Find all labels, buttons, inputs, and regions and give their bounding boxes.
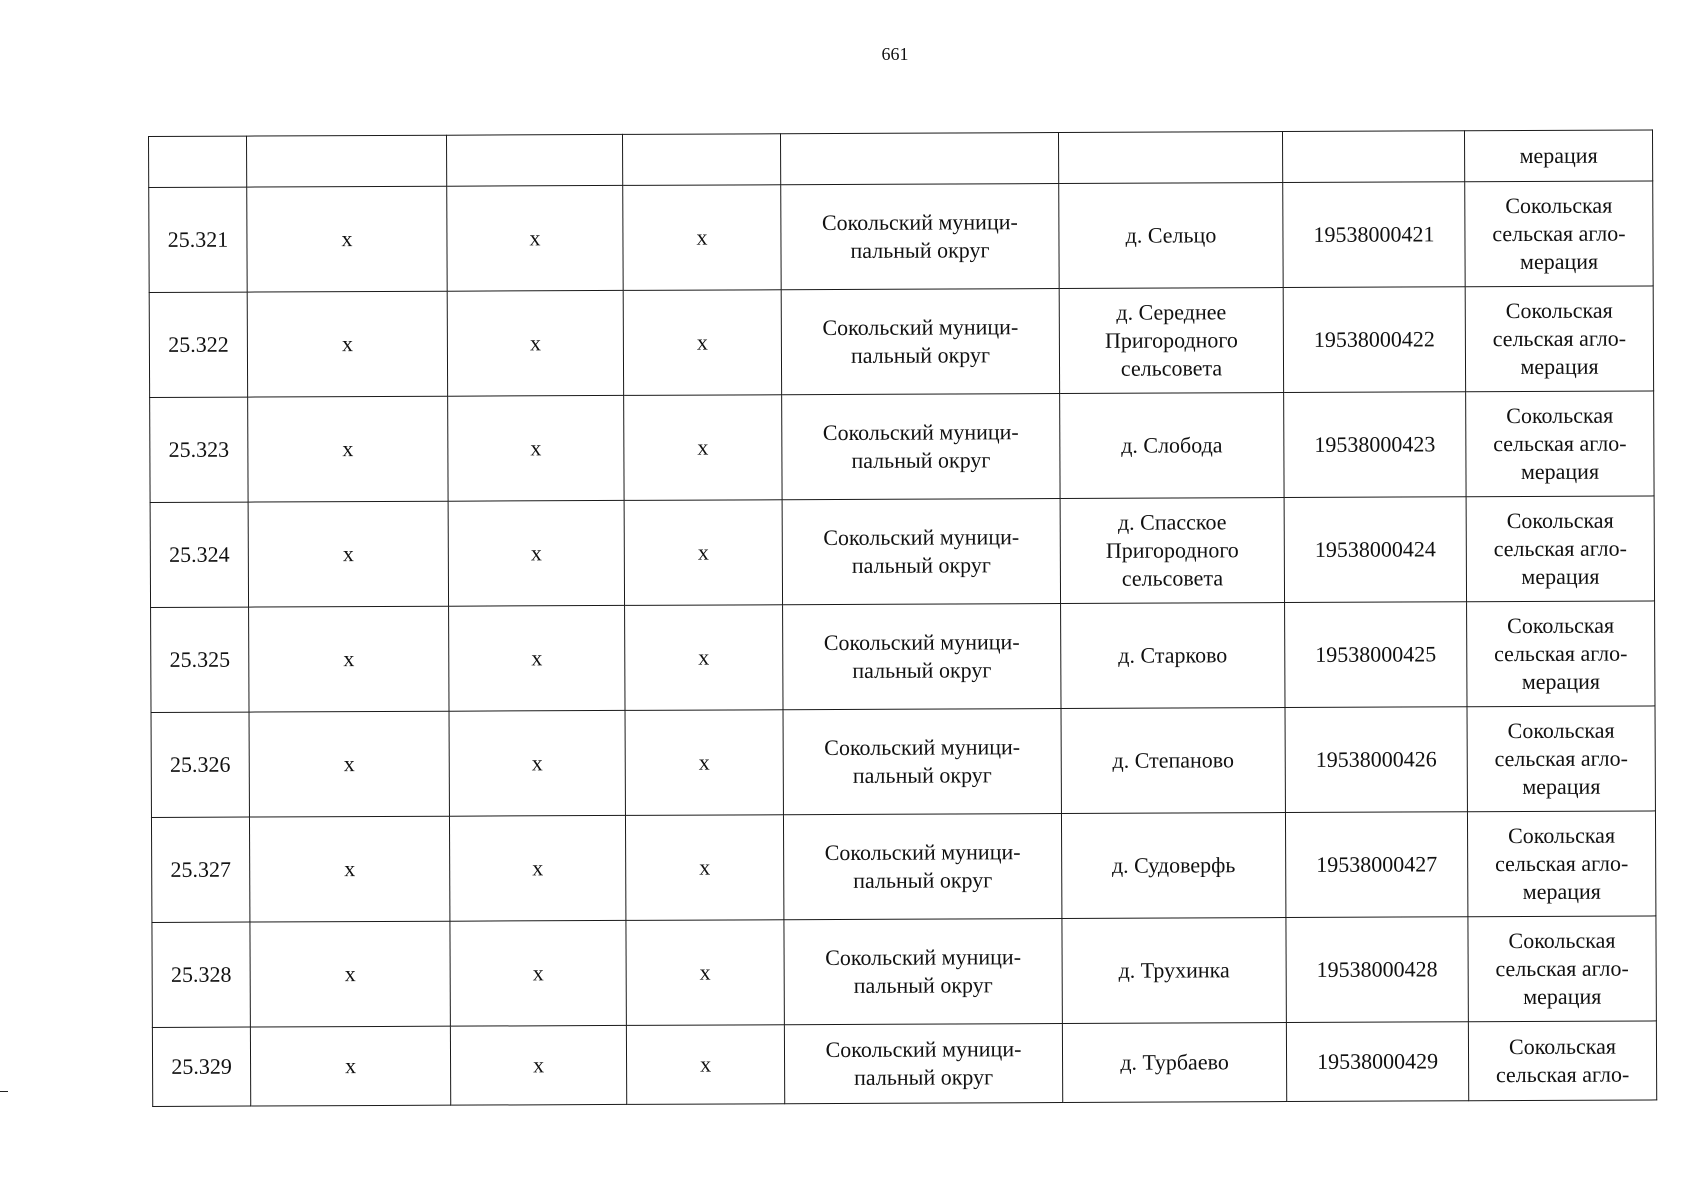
row-number-cell: 25.327 (151, 817, 249, 922)
agglomeration-cell-line: сельская агло- (1492, 220, 1626, 247)
x-mark-cell: х (449, 605, 625, 711)
agglomeration-cell-line: сельская агло- (1492, 325, 1627, 352)
agglomeration-cell (1468, 1021, 1656, 1101)
agglomeration-cell-line: Сокольская (1508, 822, 1616, 849)
row-number-cell: 25.326 (151, 712, 249, 817)
district-cell-line: пальный округ (850, 237, 990, 263)
district-cell-line: пальный округ (851, 552, 991, 578)
district-cell-line: Сокольский муници- (824, 734, 1021, 761)
row-number-cell: 25.325 (151, 607, 249, 712)
locality-cell-line: д. Слобода (1121, 432, 1223, 458)
x-mark-cell: х (623, 185, 781, 291)
header-cell-3 (446, 134, 622, 186)
agglomeration-cell-line: Сокольская (1507, 717, 1615, 744)
district-cell (782, 394, 1060, 500)
agglomeration-cell-line: Сокольская (1507, 612, 1615, 639)
agglomeration-cell-line: сельская агло- (1494, 640, 1628, 667)
district-cell (784, 1024, 1062, 1104)
header-cell-4 (622, 134, 780, 186)
district-cell-line: Сокольский муници- (824, 839, 1021, 866)
agglomeration-cell-line: Сокольская (1508, 1033, 1617, 1060)
x-mark-cell: х (448, 500, 624, 606)
district-cell (781, 184, 1059, 290)
x-mark-cell: х (447, 290, 623, 396)
table-row (149, 286, 1653, 398)
locality-cell-line: Пригородного (1105, 537, 1239, 563)
header-cell-7 (1282, 131, 1464, 183)
district-cell-line: Сокольский муници- (822, 419, 1019, 446)
district-cell-line: пальный округ (852, 762, 992, 788)
district-cell (783, 814, 1061, 920)
agglomeration-cell-line: Сокольская (1505, 297, 1613, 324)
x-mark-cell: х (249, 816, 449, 922)
x-mark-cell: х (250, 921, 450, 1027)
agglomeration-cell-line: сельская агло- (1494, 850, 1629, 877)
district-cell-line: пальный округ (854, 1064, 994, 1090)
x-mark-cell: х (247, 186, 447, 292)
district-cell-line: пальный округ (853, 867, 993, 893)
locality-cell (1060, 498, 1284, 604)
agglomeration-cell-line: Сокольская (1506, 507, 1614, 534)
margin-mark (0, 1091, 8, 1092)
x-mark-cell: х (248, 501, 448, 607)
header-cell-2 (247, 135, 447, 187)
x-mark-cell: х (449, 710, 625, 816)
oktmo-code-cell: 19538000428 (1286, 917, 1468, 1023)
locality-cell-line: д. Степаново (1112, 747, 1235, 773)
district-cell-line: Сокольский муници- (822, 314, 1019, 341)
x-mark-cell: х (447, 185, 623, 291)
agglomeration-cell (1467, 706, 1655, 812)
oktmo-code-cell: 19538000427 (1285, 812, 1467, 918)
row-number-cell: 25.329 (152, 1027, 250, 1106)
locality-cell (1061, 813, 1285, 919)
locality-cell-line: д. Середнее (1116, 299, 1227, 325)
locality-cell (1062, 1023, 1286, 1103)
x-mark-cell: х (249, 606, 449, 712)
agglomeration-cell-line: Сокольская (1508, 927, 1616, 954)
row-number-cell: 25.321 (149, 187, 247, 292)
x-mark-cell: х (250, 1026, 450, 1106)
agglomeration-cell-line: мерация (1521, 563, 1600, 590)
district-cell-line: пальный округ (852, 657, 992, 683)
locality-cell (1059, 183, 1283, 289)
agglomeration-cell (1468, 916, 1656, 1022)
locality-cell-line: д. Спасское (1117, 509, 1227, 535)
x-mark-cell: х (625, 710, 783, 816)
row-number-cell: 25.328 (152, 922, 250, 1027)
locality-cell-line: д. Турбаево (1120, 1049, 1229, 1075)
agglomeration-cell-line: сельская агло- (1493, 535, 1628, 562)
agglomeration-cell (1467, 601, 1655, 707)
locality-cell (1061, 708, 1285, 814)
agglomeration-cell-line: мерация (1523, 983, 1602, 1010)
row-number-cell: 25.322 (149, 292, 247, 397)
district-cell-line: Сокольский муници- (821, 209, 1018, 236)
oktmo-code-cell: 19538000429 (1286, 1022, 1468, 1102)
continuation-header-row (149, 130, 1653, 188)
table-row (152, 1021, 1656, 1107)
agglomeration-cell-line: мерация (1520, 353, 1599, 380)
table-row (151, 706, 1655, 818)
locality-cell (1059, 288, 1283, 394)
agglomeration-cell-line: сельская агло- (1495, 1061, 1630, 1088)
x-mark-cell: х (626, 920, 784, 1026)
district-cell-line: Сокольский муници- (825, 1036, 1022, 1063)
agglomeration-cell (1466, 496, 1654, 602)
x-mark-cell: х (625, 605, 783, 711)
locality-cell-line: д. Старково (1118, 642, 1228, 668)
district-cell-line: пальный округ (851, 447, 991, 473)
table-body (149, 130, 1657, 1107)
page-number: 661 (881, 44, 909, 64)
x-mark-cell: х (450, 1025, 626, 1105)
oktmo-code-cell: 19538000421 (1283, 182, 1465, 288)
agglomeration-cell (1465, 286, 1653, 392)
agglomeration-cell-line: мерация (1520, 458, 1600, 485)
locality-cell-line: Пригородного (1104, 327, 1238, 353)
x-mark-cell: х (450, 920, 626, 1026)
agglomeration-cell-line: сельская агло- (1494, 745, 1628, 772)
table-row (149, 181, 1653, 293)
x-mark-cell: х (448, 395, 624, 501)
district-cell-line: пальный округ (850, 342, 991, 368)
agglomeration-cell (1465, 181, 1653, 287)
agglomeration-cell-line: Сокольская (1505, 192, 1613, 219)
x-mark-cell: х (626, 1025, 784, 1105)
locality-cell (1060, 393, 1284, 499)
locality-cell-line: д. Судоверфь (1111, 852, 1236, 878)
header-cell-5 (780, 133, 1058, 185)
header-cell-8: мерация (1464, 130, 1652, 182)
oktmo-code-cell: 19538000425 (1285, 602, 1467, 708)
agglomeration-cell (1467, 811, 1655, 917)
locality-cell-line: д. Трухинка (1118, 957, 1230, 983)
x-mark-cell: х (624, 500, 782, 606)
district-cell-line: Сокольский муници- (825, 944, 1022, 971)
district-cell-line: Сокольский муници- (823, 524, 1020, 551)
x-mark-cell: х (624, 395, 782, 501)
agglomeration-cell-line: сельская агло- (1495, 955, 1629, 982)
oktmo-code-cell: 19538000423 (1284, 392, 1466, 498)
agglomeration-cell-line: сельская агло- (1493, 430, 1627, 457)
district-cell (781, 289, 1059, 395)
locality-cell-line: д. Сельцо (1125, 222, 1217, 248)
x-mark-cell: х (623, 290, 781, 396)
locality-cell (1062, 918, 1286, 1024)
settlements-table (148, 129, 1657, 1107)
agglomeration-cell-line: мерация (1522, 773, 1601, 800)
row-number-cell: 25.323 (150, 397, 248, 502)
header-cell-6 (1058, 132, 1282, 184)
table-row (152, 916, 1656, 1028)
x-mark-cell: х (625, 815, 783, 921)
district-cell-line: Сокольский муници- (823, 629, 1020, 656)
table-row (150, 496, 1654, 608)
x-mark-cell: х (249, 711, 449, 817)
row-number-cell: 25.324 (150, 502, 248, 607)
agglomeration-cell-line: мерация (1519, 248, 1599, 275)
header-cell-1 (149, 136, 247, 187)
x-mark-cell: х (248, 396, 448, 502)
table-row (150, 391, 1654, 503)
x-mark-cell: х (247, 291, 447, 397)
locality-cell (1061, 603, 1285, 709)
table-container (148, 129, 1657, 1107)
locality-cell-line: сельсовета (1121, 565, 1224, 591)
district-cell (783, 604, 1061, 710)
agglomeration-cell (1466, 391, 1654, 497)
oktmo-code-cell: 19538000422 (1283, 287, 1465, 393)
district-cell (783, 709, 1061, 815)
oktmo-code-cell: 19538000426 (1285, 707, 1467, 813)
agglomeration-cell-line: мерация (1522, 878, 1601, 905)
agglomeration-cell-line: мерация (1521, 668, 1601, 695)
oktmo-code-cell: 19538000424 (1284, 497, 1466, 603)
locality-cell-line: сельсовета (1120, 355, 1223, 381)
district-cell (782, 499, 1060, 605)
district-cell-line: пальный округ (853, 972, 993, 998)
table-row (151, 811, 1655, 923)
agglomeration-cell-line: Сокольская (1506, 402, 1614, 429)
table-row (151, 601, 1655, 713)
x-mark-cell: х (449, 815, 625, 921)
district-cell (784, 919, 1062, 1025)
